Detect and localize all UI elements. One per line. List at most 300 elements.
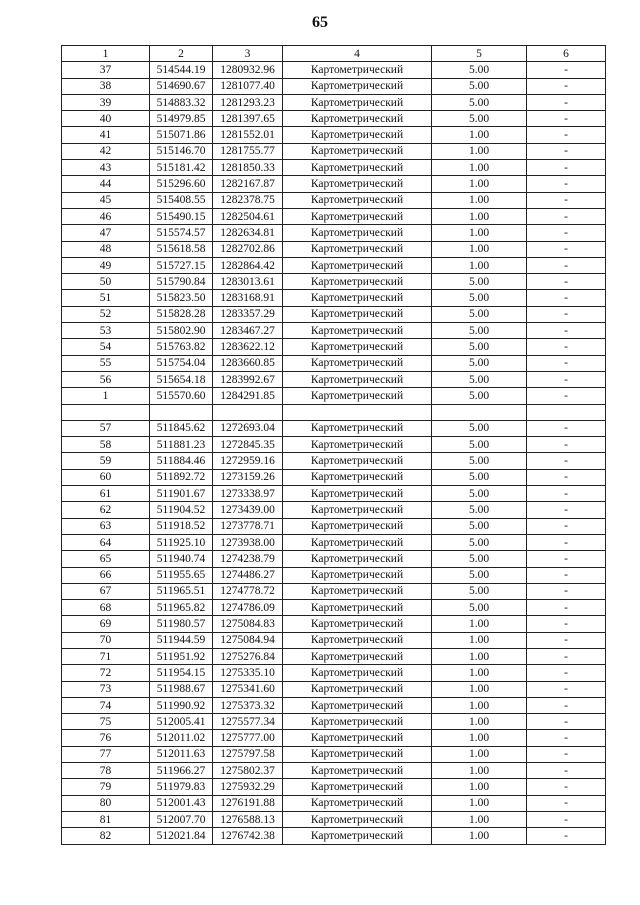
table-cell: 5.00 — [432, 453, 527, 469]
table-row — [62, 600, 606, 616]
table-row — [62, 665, 606, 681]
table-cell: Картометрический — [283, 208, 432, 224]
table-cell: 1283013.61 — [213, 274, 283, 290]
table-row — [62, 697, 606, 713]
column-header: 4 — [283, 46, 432, 62]
table-cell: 1.00 — [432, 127, 527, 143]
table-cell: 512021.84 — [150, 828, 213, 844]
table-row — [62, 518, 606, 534]
table-cell: 37 — [62, 62, 150, 78]
table-cell: 41 — [62, 127, 150, 143]
table-cell: - — [527, 78, 606, 94]
table-cell: - — [527, 339, 606, 355]
table-cell: 1.00 — [432, 208, 527, 224]
table-cell: 514544.19 — [150, 62, 213, 78]
table-cell: - — [527, 208, 606, 224]
table-cell: 515146.70 — [150, 143, 213, 159]
table-cell: 47 — [62, 225, 150, 241]
table-cell: Картометрический — [283, 241, 432, 257]
table-cell: 70 — [62, 632, 150, 648]
table-cell: 5.00 — [432, 534, 527, 550]
table-cell: 511979.83 — [150, 779, 213, 795]
table-cell: 1.00 — [432, 176, 527, 192]
table-cell: - — [527, 111, 606, 127]
table-cell: 1274238.79 — [213, 551, 283, 567]
table-cell: - — [527, 665, 606, 681]
table-cell: - — [527, 763, 606, 779]
table-cell: 511951.92 — [150, 648, 213, 664]
table-cell: Картометрический — [283, 681, 432, 697]
table-cell: 5.00 — [432, 502, 527, 518]
table-cell: 1 — [62, 388, 150, 404]
table-cell: 512001.43 — [150, 795, 213, 811]
table-row — [62, 779, 606, 795]
table-cell: 1273338.97 — [213, 486, 283, 502]
table-cell: 1.00 — [432, 681, 527, 697]
table-cell: - — [527, 355, 606, 371]
table-row — [62, 567, 606, 583]
table-cell: 1275084.94 — [213, 632, 283, 648]
table-cell: 82 — [62, 828, 150, 844]
table-cell: 78 — [62, 763, 150, 779]
table-cell: 515802.90 — [150, 323, 213, 339]
table-cell: Картометрический — [283, 290, 432, 306]
table-row — [62, 160, 606, 176]
table-cell: - — [527, 632, 606, 648]
table-cell: 46 — [62, 208, 150, 224]
table-row — [62, 469, 606, 485]
table-row — [62, 225, 606, 241]
table-cell: 5.00 — [432, 551, 527, 567]
table-cell: 40 — [62, 111, 150, 127]
table-cell: 1273439.00 — [213, 502, 283, 518]
table-cell: - — [527, 437, 606, 453]
table-row — [62, 371, 606, 387]
table-cell: 1.00 — [432, 730, 527, 746]
column-header: 5 — [432, 46, 527, 62]
table-cell: 511990.92 — [150, 697, 213, 713]
table-cell: 1272959.16 — [213, 453, 283, 469]
table-cell: 1275341.60 — [213, 681, 283, 697]
table-cell: 511881.23 — [150, 437, 213, 453]
table-cell: 512011.02 — [150, 730, 213, 746]
table-cell: 75 — [62, 714, 150, 730]
table-cell: 49 — [62, 257, 150, 273]
table-cell: Картометрический — [283, 632, 432, 648]
table-cell: 67 — [62, 583, 150, 599]
table-cell: 1283467.27 — [213, 323, 283, 339]
table-cell: - — [527, 583, 606, 599]
table-cell: 5.00 — [432, 518, 527, 534]
table-cell: - — [527, 746, 606, 762]
table-cell: 5.00 — [432, 567, 527, 583]
table-row — [62, 420, 606, 436]
table-row — [62, 437, 606, 453]
table-cell: 1283357.29 — [213, 306, 283, 322]
table-cell: 1281397.65 — [213, 111, 283, 127]
table-cell: 1275577.34 — [213, 714, 283, 730]
table-cell: 511925.10 — [150, 534, 213, 550]
table-cell: 45 — [62, 192, 150, 208]
table-cell: 511918.52 — [150, 518, 213, 534]
table-cell: 76 — [62, 730, 150, 746]
table-cell: 5.00 — [432, 306, 527, 322]
table-cell: Картометрический — [283, 469, 432, 485]
table-cell: 515828.28 — [150, 306, 213, 322]
table-cell: 1275335.10 — [213, 665, 283, 681]
table-cell: Картометрический — [283, 176, 432, 192]
table-cell: Картометрический — [283, 78, 432, 94]
table-cell: 511955.65 — [150, 567, 213, 583]
table-cell: 515408.55 — [150, 192, 213, 208]
table-cell: 79 — [62, 779, 150, 795]
table-cell: 512011.63 — [150, 746, 213, 762]
table-cell: 1282702.86 — [213, 241, 283, 257]
table-row — [62, 274, 606, 290]
table-cell: Картометрический — [283, 339, 432, 355]
table-cell: Картометрический — [283, 763, 432, 779]
table-row — [62, 534, 606, 550]
table-cell: Картометрический — [283, 420, 432, 436]
table-cell: 1.00 — [432, 665, 527, 681]
table-row — [62, 257, 606, 273]
table-row — [62, 681, 606, 697]
table-cell: 1.00 — [432, 632, 527, 648]
table-cell: 511966.27 — [150, 763, 213, 779]
table-cell: - — [527, 779, 606, 795]
table-cell: - — [527, 828, 606, 844]
table-cell: Картометрический — [283, 746, 432, 762]
column-header: 2 — [150, 46, 213, 62]
table-cell: 511901.67 — [150, 486, 213, 502]
table-row — [62, 388, 606, 404]
table-cell: Картометрический — [283, 257, 432, 273]
table-cell: 1273159.26 — [213, 469, 283, 485]
table-cell: 5.00 — [432, 323, 527, 339]
table-cell: Картометрический — [283, 567, 432, 583]
table-cell: 5.00 — [432, 62, 527, 78]
table-cell: Картометрический — [283, 371, 432, 387]
table-cell: - — [527, 795, 606, 811]
table-cell: 511892.72 — [150, 469, 213, 485]
table-cell: - — [527, 648, 606, 664]
table-cell: 1276191.88 — [213, 795, 283, 811]
table-cell: Картометрический — [283, 600, 432, 616]
table-cell: Картометрический — [283, 127, 432, 143]
table-cell: 514979.85 — [150, 111, 213, 127]
table-cell: 65 — [62, 551, 150, 567]
table-row — [62, 355, 606, 371]
table-cell: 1282864.42 — [213, 257, 283, 273]
table-cell: 66 — [62, 567, 150, 583]
table-cell: 51 — [62, 290, 150, 306]
table-cell: - — [527, 176, 606, 192]
table-cell: 44 — [62, 176, 150, 192]
table-cell: 1281293.23 — [213, 94, 283, 110]
table-cell: 1273778.71 — [213, 518, 283, 534]
table-cell: Картометрический — [283, 111, 432, 127]
table-cell: 1282167.87 — [213, 176, 283, 192]
table-cell: 515618.58 — [150, 241, 213, 257]
table-cell: 1283992.67 — [213, 371, 283, 387]
table-cell: 1283168.91 — [213, 290, 283, 306]
table-row — [62, 241, 606, 257]
table-cell: 43 — [62, 160, 150, 176]
table-cell: 53 — [62, 323, 150, 339]
table-cell: 1.00 — [432, 811, 527, 827]
table-cell: - — [527, 323, 606, 339]
table-cell — [213, 404, 283, 420]
table-cell: 515574.57 — [150, 225, 213, 241]
table-cell: 1281850.33 — [213, 160, 283, 176]
table-cell: - — [527, 681, 606, 697]
table-cell: 515763.82 — [150, 339, 213, 355]
table-cell: Картометрический — [283, 388, 432, 404]
table-cell: 515181.42 — [150, 160, 213, 176]
table-cell: 515490.15 — [150, 208, 213, 224]
table-row — [62, 795, 606, 811]
table-row — [62, 763, 606, 779]
table-cell — [527, 404, 606, 420]
table-cell: Картометрический — [283, 730, 432, 746]
table-row — [62, 648, 606, 664]
column-header: 3 — [213, 46, 283, 62]
table-cell: 1283660.85 — [213, 355, 283, 371]
table-cell: 55 — [62, 355, 150, 371]
table-cell: - — [527, 371, 606, 387]
table-cell: 59 — [62, 453, 150, 469]
table-cell: - — [527, 551, 606, 567]
table-cell: 515823.50 — [150, 290, 213, 306]
table-cell: Картометрический — [283, 518, 432, 534]
table-row — [62, 111, 606, 127]
table-row — [62, 453, 606, 469]
table-cell: Картометрический — [283, 323, 432, 339]
table-cell: 1275932.29 — [213, 779, 283, 795]
table-cell — [283, 404, 432, 420]
table-cell: 511965.51 — [150, 583, 213, 599]
table-row — [62, 486, 606, 502]
table-cell: 514690.67 — [150, 78, 213, 94]
table-cell: 1281755.77 — [213, 143, 283, 159]
table-cell: 5.00 — [432, 290, 527, 306]
table-cell: - — [527, 420, 606, 436]
table-cell: - — [527, 469, 606, 485]
table-cell: 1.00 — [432, 241, 527, 257]
table-cell: 39 — [62, 94, 150, 110]
table-cell: 1274786.09 — [213, 600, 283, 616]
table-cell: Картометрический — [283, 828, 432, 844]
table-cell: 1.00 — [432, 746, 527, 762]
table-cell: 511845.62 — [150, 420, 213, 436]
table-row — [62, 306, 606, 322]
table-cell: 48 — [62, 241, 150, 257]
table-cell: 71 — [62, 648, 150, 664]
table-row — [62, 127, 606, 143]
table-cell: 1283622.12 — [213, 339, 283, 355]
table-cell: 515754.04 — [150, 355, 213, 371]
table-cell: 511944.59 — [150, 632, 213, 648]
table-cell: Картометрический — [283, 486, 432, 502]
table-cell: 5.00 — [432, 274, 527, 290]
table-cell: Картометрический — [283, 648, 432, 664]
table-cell: 511954.15 — [150, 665, 213, 681]
table-row — [62, 551, 606, 567]
table-cell: Картометрический — [283, 616, 432, 632]
table-cell: 42 — [62, 143, 150, 159]
table-cell: 515727.15 — [150, 257, 213, 273]
table-cell: 60 — [62, 469, 150, 485]
table-cell: 514883.32 — [150, 94, 213, 110]
table-cell: - — [527, 290, 606, 306]
table-cell: 80 — [62, 795, 150, 811]
table-cell: 515296.60 — [150, 176, 213, 192]
table-cell: 1280932.96 — [213, 62, 283, 78]
table-row — [62, 828, 606, 844]
table-cell: 1275797.58 — [213, 746, 283, 762]
table-cell: - — [527, 62, 606, 78]
table-cell: - — [527, 160, 606, 176]
table-cell: 1.00 — [432, 160, 527, 176]
table-cell: 5.00 — [432, 486, 527, 502]
table-cell: 52 — [62, 306, 150, 322]
table-row — [62, 616, 606, 632]
table-row — [62, 323, 606, 339]
table-cell: Картометрический — [283, 583, 432, 599]
table-cell: 5.00 — [432, 371, 527, 387]
table-cell: Картометрический — [283, 779, 432, 795]
table-cell: 72 — [62, 665, 150, 681]
table-cell: - — [527, 714, 606, 730]
table-cell: 1276588.13 — [213, 811, 283, 827]
page-number: 65 — [312, 14, 328, 31]
table-cell: 1282634.81 — [213, 225, 283, 241]
table-row — [62, 714, 606, 730]
table-cell: 512007.70 — [150, 811, 213, 827]
table-cell: 1.00 — [432, 192, 527, 208]
table-cell: 5.00 — [432, 355, 527, 371]
table-cell: Картометрический — [283, 160, 432, 176]
table-cell: Картометрический — [283, 665, 432, 681]
table-cell: 5.00 — [432, 469, 527, 485]
table-cell: 511965.82 — [150, 600, 213, 616]
table-cell: - — [527, 697, 606, 713]
table-cell: - — [527, 486, 606, 502]
table-row — [62, 583, 606, 599]
table-cell: 57 — [62, 420, 150, 436]
table-cell: Картометрический — [283, 502, 432, 518]
table-cell: - — [527, 274, 606, 290]
table-cell — [432, 404, 527, 420]
table-row — [62, 94, 606, 110]
table-cell: 1.00 — [432, 795, 527, 811]
table-cell: Картометрический — [283, 225, 432, 241]
table-cell: Картометрический — [283, 811, 432, 827]
table-cell: Картометрический — [283, 697, 432, 713]
coordinates-table — [61, 45, 606, 845]
table-row — [62, 176, 606, 192]
table-cell: 74 — [62, 697, 150, 713]
header-row — [62, 46, 606, 62]
table-cell: - — [527, 453, 606, 469]
table-cell: 61 — [62, 486, 150, 502]
table-cell: 1.00 — [432, 828, 527, 844]
table-row — [62, 192, 606, 208]
table-cell: - — [527, 534, 606, 550]
table-cell: 515790.84 — [150, 274, 213, 290]
table-body — [62, 62, 606, 844]
table-cell: - — [527, 616, 606, 632]
table-cell: Картометрический — [283, 534, 432, 550]
column-header: 1 — [62, 46, 150, 62]
table-cell: 5.00 — [432, 339, 527, 355]
table-cell: 1.00 — [432, 616, 527, 632]
table-cell: 515071.86 — [150, 127, 213, 143]
table-cell: Картометрический — [283, 94, 432, 110]
table-cell: 1.00 — [432, 763, 527, 779]
table-cell: - — [527, 567, 606, 583]
table-cell: 73 — [62, 681, 150, 697]
table-cell: 38 — [62, 78, 150, 94]
table-cell: Картометрический — [283, 192, 432, 208]
table-cell: Картометрический — [283, 143, 432, 159]
table-cell: 512005.41 — [150, 714, 213, 730]
table-row — [62, 730, 606, 746]
table-cell: 1.00 — [432, 225, 527, 241]
table-cell: 1.00 — [432, 648, 527, 664]
table-row — [62, 62, 606, 78]
table-cell: 69 — [62, 616, 150, 632]
table-cell: 1274486.27 — [213, 567, 283, 583]
table-cell: 50 — [62, 274, 150, 290]
table-row — [62, 502, 606, 518]
table-cell: 1272693.04 — [213, 420, 283, 436]
table-cell: - — [527, 143, 606, 159]
table-cell: 1282504.61 — [213, 208, 283, 224]
table-row — [62, 746, 606, 762]
table-cell: 1.00 — [432, 697, 527, 713]
table-cell: 1275802.37 — [213, 763, 283, 779]
table-cell: - — [527, 257, 606, 273]
table-cell: 1.00 — [432, 143, 527, 159]
table-cell: Картометрический — [283, 274, 432, 290]
column-header: 6 — [527, 46, 606, 62]
table-cell: 511988.67 — [150, 681, 213, 697]
table-cell: Картометрический — [283, 355, 432, 371]
table-cell: Картометрический — [283, 795, 432, 811]
table-cell: 1281077.40 — [213, 78, 283, 94]
table-row — [62, 404, 606, 420]
table-cell: 511904.52 — [150, 502, 213, 518]
table-cell: 1.00 — [432, 779, 527, 795]
table-cell: 1281552.01 — [213, 127, 283, 143]
table-cell: 515654.18 — [150, 371, 213, 387]
table-cell — [62, 404, 150, 420]
table-cell: 5.00 — [432, 388, 527, 404]
table-cell: - — [527, 388, 606, 404]
table-cell: 56 — [62, 371, 150, 387]
table-cell: Картометрический — [283, 62, 432, 78]
table-cell: Картометрический — [283, 437, 432, 453]
table-row — [62, 78, 606, 94]
table-cell: Картометрический — [283, 551, 432, 567]
table-cell: 5.00 — [432, 78, 527, 94]
table-cell: - — [527, 502, 606, 518]
table-row — [62, 208, 606, 224]
table-cell: 1275276.84 — [213, 648, 283, 664]
table-row — [62, 632, 606, 648]
table-cell: 1.00 — [432, 257, 527, 273]
